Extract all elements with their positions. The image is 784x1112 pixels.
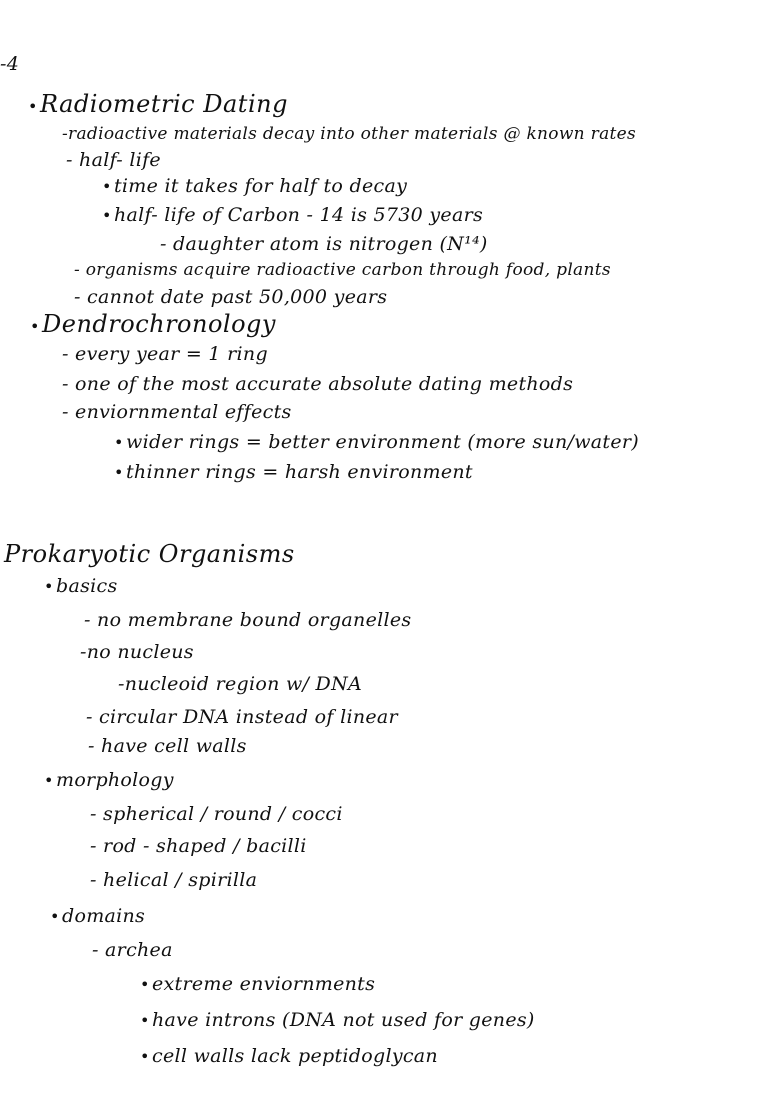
subheading-morphology: • morphology — [44, 768, 174, 793]
note-line: -no nucleus — [80, 641, 194, 663]
note-line: - have cell walls — [88, 735, 247, 757]
note-line: • thinner rings = harsh environment — [114, 460, 473, 485]
note-line: - half- life — [66, 149, 161, 171]
note-line: - cannot date past 50,000 years — [74, 286, 388, 308]
note-line: - daughter atom is nitrogen (N¹⁴) — [160, 233, 488, 255]
page-number: -4 — [0, 53, 20, 75]
heading-radiometric-dating: • Radiometric Dating — [28, 92, 288, 119]
note-line: • wider rings = better environment (more sun/water) — [114, 430, 639, 455]
note-line: - enviornmental effects — [62, 401, 292, 423]
subheading-basics: • basics — [44, 574, 118, 599]
note-line: - organisms acquire radioactive carbon through food, plants — [74, 260, 611, 280]
note-line: - no membrane bound organelles — [84, 609, 412, 631]
note-line: - every year = 1 ring — [62, 343, 268, 365]
note-line: • time it takes for half to decay — [102, 174, 407, 199]
note-line: - one of the most accurate absolute dating methods — [62, 373, 574, 395]
heading-dendrochronology: • Dendrochronology — [30, 312, 276, 339]
note-line: • have introns (DNA not used for genes) — [140, 1008, 535, 1033]
note-line: - rod - shaped / bacilli — [90, 835, 307, 857]
heading-prokaryotic-organisms: Prokaryotic Organisms — [4, 540, 295, 568]
note-line: - circular DNA instead of linear — [86, 706, 398, 728]
subheading-domains: • domains — [50, 904, 145, 929]
note-line: • extreme enviornments — [140, 972, 375, 997]
note-line: - archea — [92, 939, 173, 961]
note-line: • cell walls lack peptidoglycan — [140, 1044, 438, 1069]
note-line: - helical / spirilla — [90, 869, 258, 891]
note-line: -nucleoid region w/ DNA — [118, 673, 363, 695]
note-line: - spherical / round / cocci — [90, 803, 343, 825]
note-line: • half- life of Carbon - 14 is 5730 years — [102, 203, 483, 228]
note-line: -radioactive materials decay into other materials @ known rates — [62, 124, 637, 144]
